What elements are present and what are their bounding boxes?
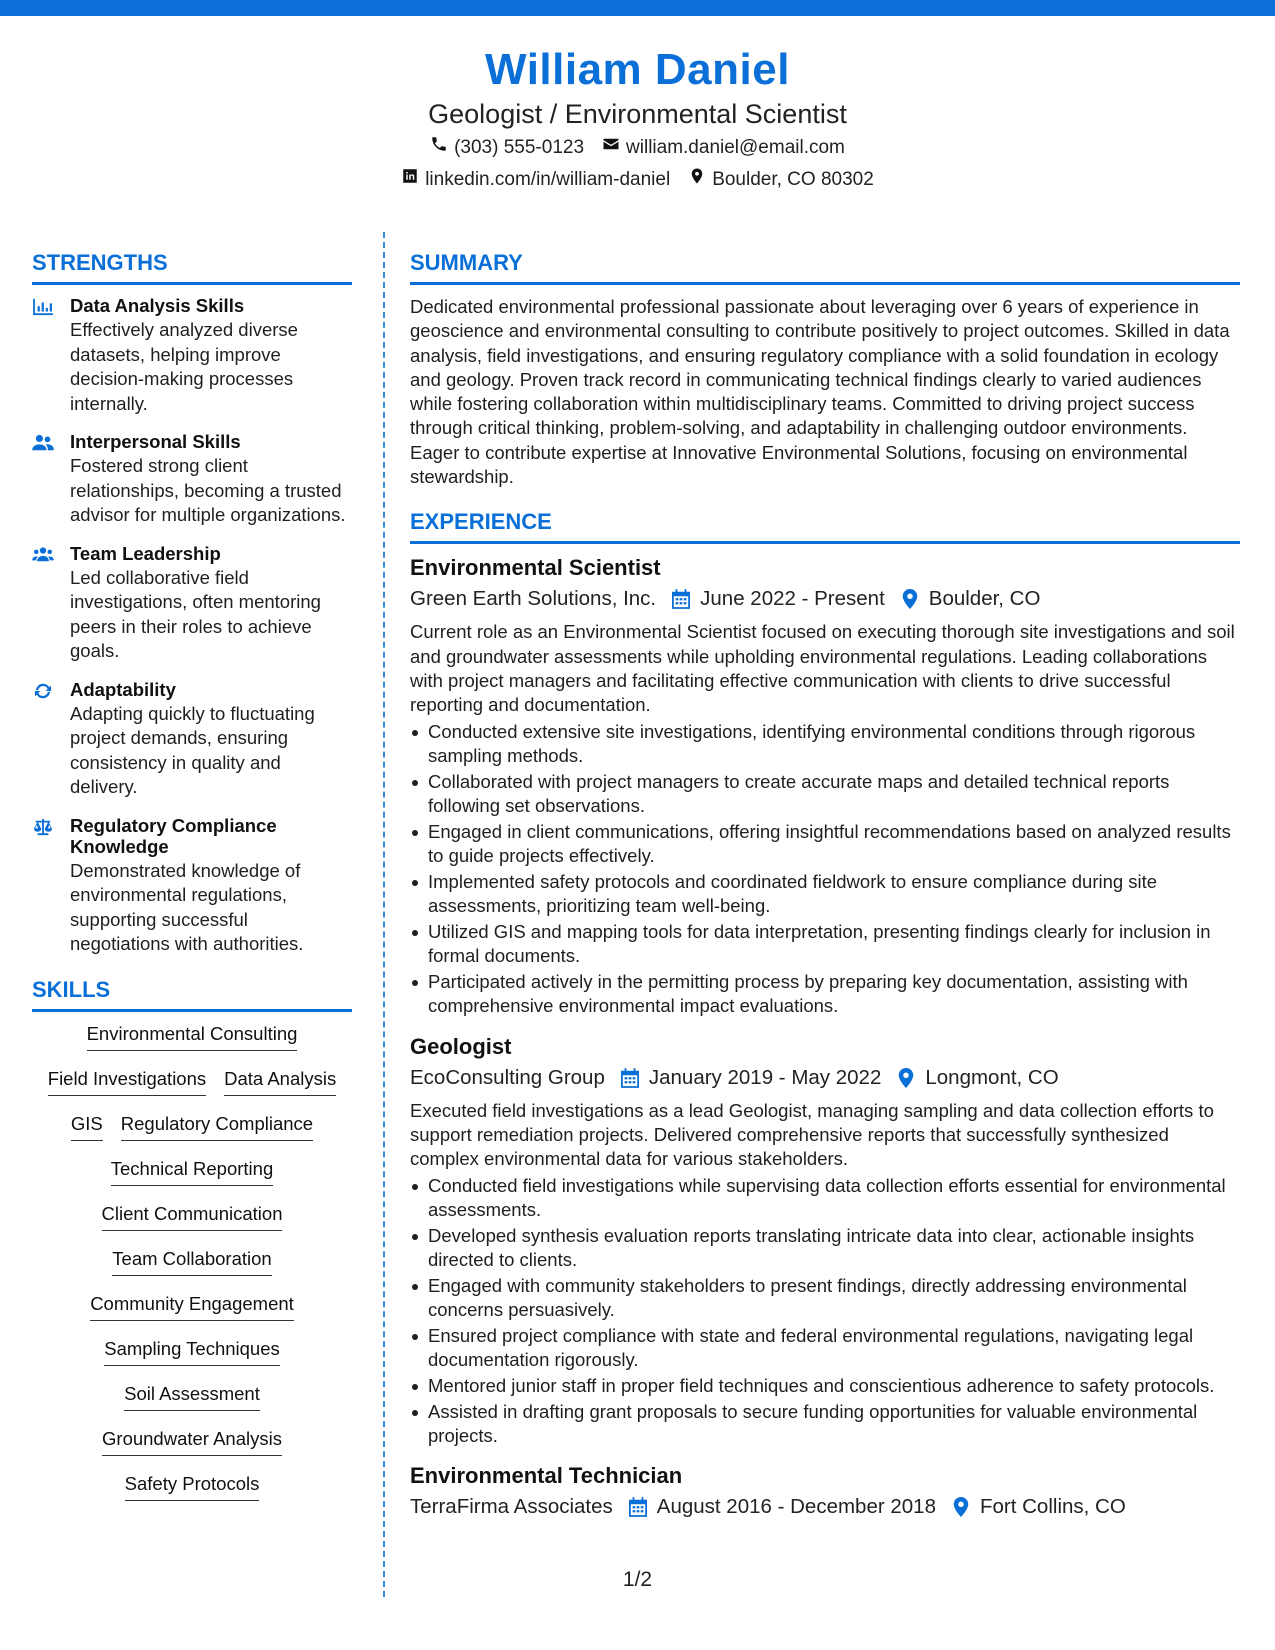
calendar-icon	[629, 1497, 647, 1517]
email-text: william.daniel@email.com	[626, 137, 845, 158]
skills-row	[32, 1022, 352, 1067]
bullet-item: Mentored junior staff in proper field techniques and conscientious adherence to safety protocols.	[410, 1374, 1240, 1398]
bullet-item: Assisted in drafting grant proposals to secure funding opportunities for valuable environmental projects.	[410, 1400, 1240, 1449]
map-pin-icon	[688, 164, 706, 196]
candidate-name: William Daniel	[485, 45, 790, 94]
strength-title: Data Analysis Skills	[70, 295, 245, 316]
job-entry	[410, 1033, 1240, 1449]
company-name: Green Earth Solutions, Inc.	[410, 587, 657, 611]
skill-tag: Environmental Consulting	[87, 1022, 298, 1051]
skills-heading: SKILLS	[32, 975, 352, 1012]
strength-title: Regulatory Compliance Knowledge	[70, 814, 277, 857]
map-pin-icon	[952, 1497, 970, 1517]
job-location: Longmont, CO	[925, 1065, 1059, 1089]
calendar-icon	[621, 1068, 639, 1088]
company-name: EcoConsulting Group	[410, 1065, 605, 1089]
skills-row	[32, 1202, 352, 1247]
skill-tag: Data Analysis	[224, 1067, 336, 1096]
bar-chart-icon	[32, 295, 56, 416]
skills-row	[32, 1292, 352, 1337]
skill-tag: Soil Assessment	[124, 1382, 260, 1411]
bullet-item: Participated actively in the permitting process by preparing key documentation, assisting with comprehensive environmental impact evaluations.	[410, 970, 1240, 1019]
skill-tag: Client Communication	[102, 1202, 283, 1231]
skill-tag: Groundwater Analysis	[102, 1427, 282, 1456]
bullet-item: Utilized GIS and mapping tools for data interpretation, presenting findings clearly for inclusion in formal documents.	[410, 920, 1240, 969]
left-column	[32, 248, 352, 1517]
bullet-item: Ensured project compliance with state and federal environmental regulations, navigating legal documentation rigorously.	[410, 1324, 1240, 1373]
phone-contact[interactable]	[430, 132, 584, 164]
strength-title: Team Leadership	[70, 542, 221, 564]
job-dates: January 2019 - May 2022	[648, 1065, 882, 1089]
strength-desc: Demonstrated knowledge of environmental regulations, supporting successful negotiations with authorities.	[70, 859, 304, 954]
bullet-item: Collaborated with project managers to create accurate maps and detailed technical reports following set observations.	[410, 770, 1240, 819]
bullet-item: Engaged with community stakeholders to present findings, directly addressing environmental concerns persuasively.	[410, 1274, 1240, 1323]
strength-item	[32, 431, 352, 528]
location-text: Boulder, CO 80302	[712, 169, 874, 190]
phone-text: (303) 555-0123	[454, 137, 585, 158]
strength-desc: Adapting quickly to fluctuating project demands, ensuring consistency in quality and delivery.	[70, 702, 315, 797]
experience-heading: EXPERIENCE	[410, 507, 1240, 544]
strength-item	[32, 295, 352, 416]
job-bullets	[410, 720, 1240, 1019]
phone-icon	[430, 132, 448, 164]
job-meta	[410, 1063, 1240, 1093]
skill-tag: Technical Reporting	[111, 1157, 273, 1186]
job-dates: June 2022 - Present	[700, 587, 885, 611]
strength-title: Interpersonal Skills	[70, 431, 241, 452]
contact-line-1	[0, 132, 1275, 164]
strength-item	[32, 815, 352, 957]
sync-icon	[32, 679, 56, 800]
strength-item	[32, 679, 352, 800]
bullet-item: Implemented safety protocols and coordinated fieldwork to ensure compliance during site assessments, prioritizing team well-being.	[410, 870, 1240, 919]
summary-text: Dedicated environmental professional passionate about leveraging over 6 years of experience in geoscience and environmental consulting to contribute positively to project outcomes. Skilled in data analysis, field investigations, and ensuring regulatory compliance with a solid foundation in ecology and geology. Proven track record in communicating technical findings clearly to varied audiences while fostering collaboration within multidisciplinary teams. Committed to driving project success through critical thinking, problem-solving, and adaptability in challenging outdoor environments. Eager to contribute expertise at Innovative Environmental Solutions, focusing on environmental stewardship.	[410, 296, 1230, 488]
contact-line-2	[0, 164, 1275, 196]
column-divider	[383, 232, 385, 1597]
right-column	[410, 248, 1240, 1536]
job-bullets	[410, 1174, 1240, 1449]
users-icon	[32, 431, 56, 528]
strength-item	[32, 543, 352, 664]
job-description: Executed field investigations as a lead Geologist, managing sampling and data collection efforts to support remediation projects. Delivered comprehensive reports that successfully synthesized complex environmental data for various stakeholders.	[410, 1099, 1214, 1170]
skills-row	[32, 1427, 352, 1472]
location-contact	[688, 164, 874, 196]
skills-row	[32, 1382, 352, 1427]
strength-title: Adaptability	[70, 678, 176, 700]
team-icon	[32, 543, 56, 664]
job-title: Environmental Scientist	[410, 555, 661, 581]
summary-heading: SUMMARY	[410, 248, 1240, 285]
job-meta	[410, 584, 1240, 614]
page-number: 1/2	[622, 1568, 653, 1591]
candidate-title: Geologist / Environmental Scientist	[428, 99, 847, 129]
map-pin-icon	[897, 1068, 915, 1088]
skills-row	[32, 1112, 352, 1157]
skill-tag: Community Engagement	[90, 1292, 294, 1321]
job-entry	[410, 554, 1240, 1018]
skill-tag: Field Investigations	[48, 1067, 206, 1096]
job-dates: August 2016 - December 2018	[656, 1495, 936, 1519]
map-pin-icon	[901, 589, 919, 609]
job-description: Current role as an Environmental Scientist focused on executing thorough site investigations and soil and groundwater assessments while upholding environmental regulations. Leading collaborations with project managers and facilitating effective communication with clients to drive successful reporting and documentation.	[410, 621, 1235, 716]
linkedin-text: linkedin.com/in/william-daniel	[425, 169, 671, 190]
skill-tag: Safety Protocols	[125, 1472, 260, 1501]
skill-tag: Sampling Techniques	[104, 1337, 280, 1366]
strengths-heading: STRENGTHS	[32, 248, 352, 285]
strength-desc: Fostered strong client relationships, becoming a trusted advisor for multiple organizations.	[70, 455, 346, 525]
bullet-item: Conducted field investigations while supervising data collection efforts essential for environmental assessments.	[410, 1174, 1240, 1223]
skills-row	[32, 1067, 352, 1112]
linkedin-contact[interactable]	[401, 164, 670, 196]
skills-row	[32, 1337, 352, 1382]
skills-row	[32, 1247, 352, 1292]
job-location: Fort Collins, CO	[979, 1495, 1126, 1519]
calendar-icon	[672, 589, 690, 609]
top-accent-bar	[0, 0, 1275, 16]
job-title: Environmental Technician	[410, 1463, 683, 1489]
job-title: Geologist	[410, 1033, 512, 1059]
scale-icon	[32, 815, 56, 957]
skill-tag: GIS	[71, 1112, 103, 1141]
bullet-item: Developed synthesis evaluation reports translating intricate data into clear, actionable insights directed to clients.	[410, 1224, 1240, 1273]
strength-desc: Effectively analyzed diverse datasets, helping improve decision-making processes internally.	[70, 319, 298, 414]
envelope-icon	[602, 132, 620, 164]
skills-row	[32, 1157, 352, 1202]
bullet-item: Engaged in client communications, offering insightful recommendations based on analyzed results to guide projects effectively.	[410, 820, 1240, 869]
skill-tag: Regulatory Compliance	[121, 1112, 313, 1141]
job-location: Boulder, CO	[928, 587, 1041, 611]
resume-header	[0, 42, 1275, 196]
job-entry	[410, 1462, 1240, 1522]
linkedin-icon	[401, 164, 419, 196]
company-name: TerraFirma Associates	[410, 1495, 613, 1519]
skill-tag: Team Collaboration	[112, 1247, 271, 1276]
strength-desc: Led collaborative field investigations, often mentoring peers in their roles to achieve goals.	[70, 566, 321, 661]
email-contact[interactable]	[602, 132, 845, 164]
job-meta	[410, 1492, 1240, 1522]
bullet-item: Conducted extensive site investigations, identifying environmental conditions through rigorous sampling methods.	[410, 720, 1240, 769]
skills-list	[32, 1022, 352, 1517]
skills-row	[32, 1472, 352, 1517]
